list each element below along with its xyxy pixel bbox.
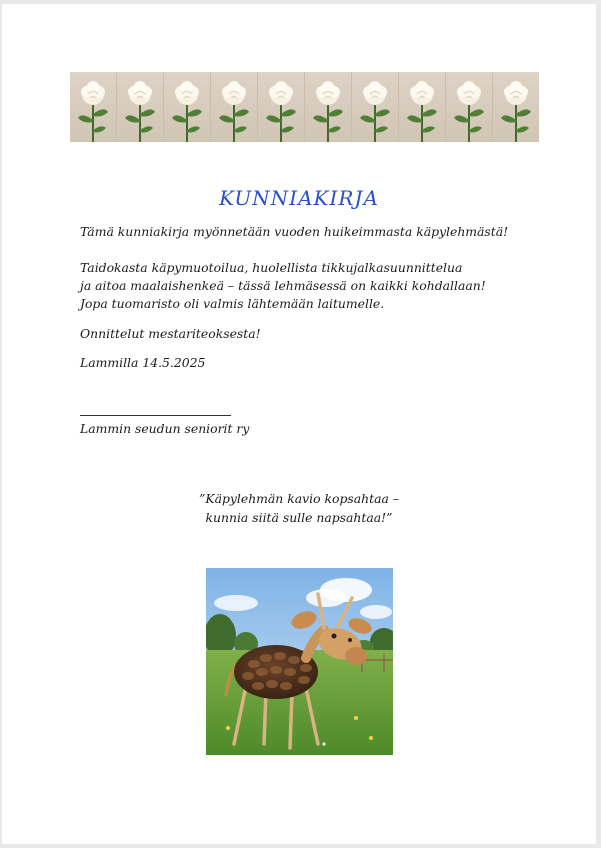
body-line-2: ja aitoa maalaishenkeä – tässä lehmäsessä on kaikki kohdallaan!: [80, 278, 486, 293]
white-rose-icon: [399, 72, 446, 142]
intro-text: Tämä kunniakirja myönnetään vuoden huikeimmasta käpylehmästä!: [80, 224, 509, 239]
white-rose-icon: [211, 72, 258, 142]
white-rose-icon: [117, 72, 164, 142]
body-line-1: Taidokasta käpymuotoilua, huolellista tikkujalkasuunnittelua: [80, 260, 463, 275]
white-rose-icon: [352, 72, 399, 142]
certificate-page: [2, 4, 596, 844]
rose-border-strip: [70, 72, 539, 142]
poem-line-1: ”Käpylehmän kavio kopsahtaa –: [198, 491, 399, 506]
pinecone-cow-photo: [206, 568, 393, 755]
signature-line: [80, 415, 231, 416]
white-rose-icon: [70, 72, 117, 142]
white-rose-icon: [258, 72, 305, 142]
white-rose-icon: [493, 72, 539, 142]
body-line-3: Jopa tuomaristo oli valmis lähtemään laitumelle.: [80, 296, 385, 311]
place-date: Lammilla 14.5.2025: [80, 355, 206, 370]
congrats-text: Onnittelut mestariteoksesta!: [80, 326, 261, 341]
signature-name: Lammin seudun seniorit ry: [80, 421, 250, 436]
certificate-title: KUNNIAKIRJA: [219, 186, 379, 210]
white-rose-icon: [164, 72, 211, 142]
white-rose-icon: [446, 72, 493, 142]
white-rose-icon: [305, 72, 352, 142]
poem-line-2: kunnia siitä sulle napsahtaa!”: [205, 510, 393, 525]
